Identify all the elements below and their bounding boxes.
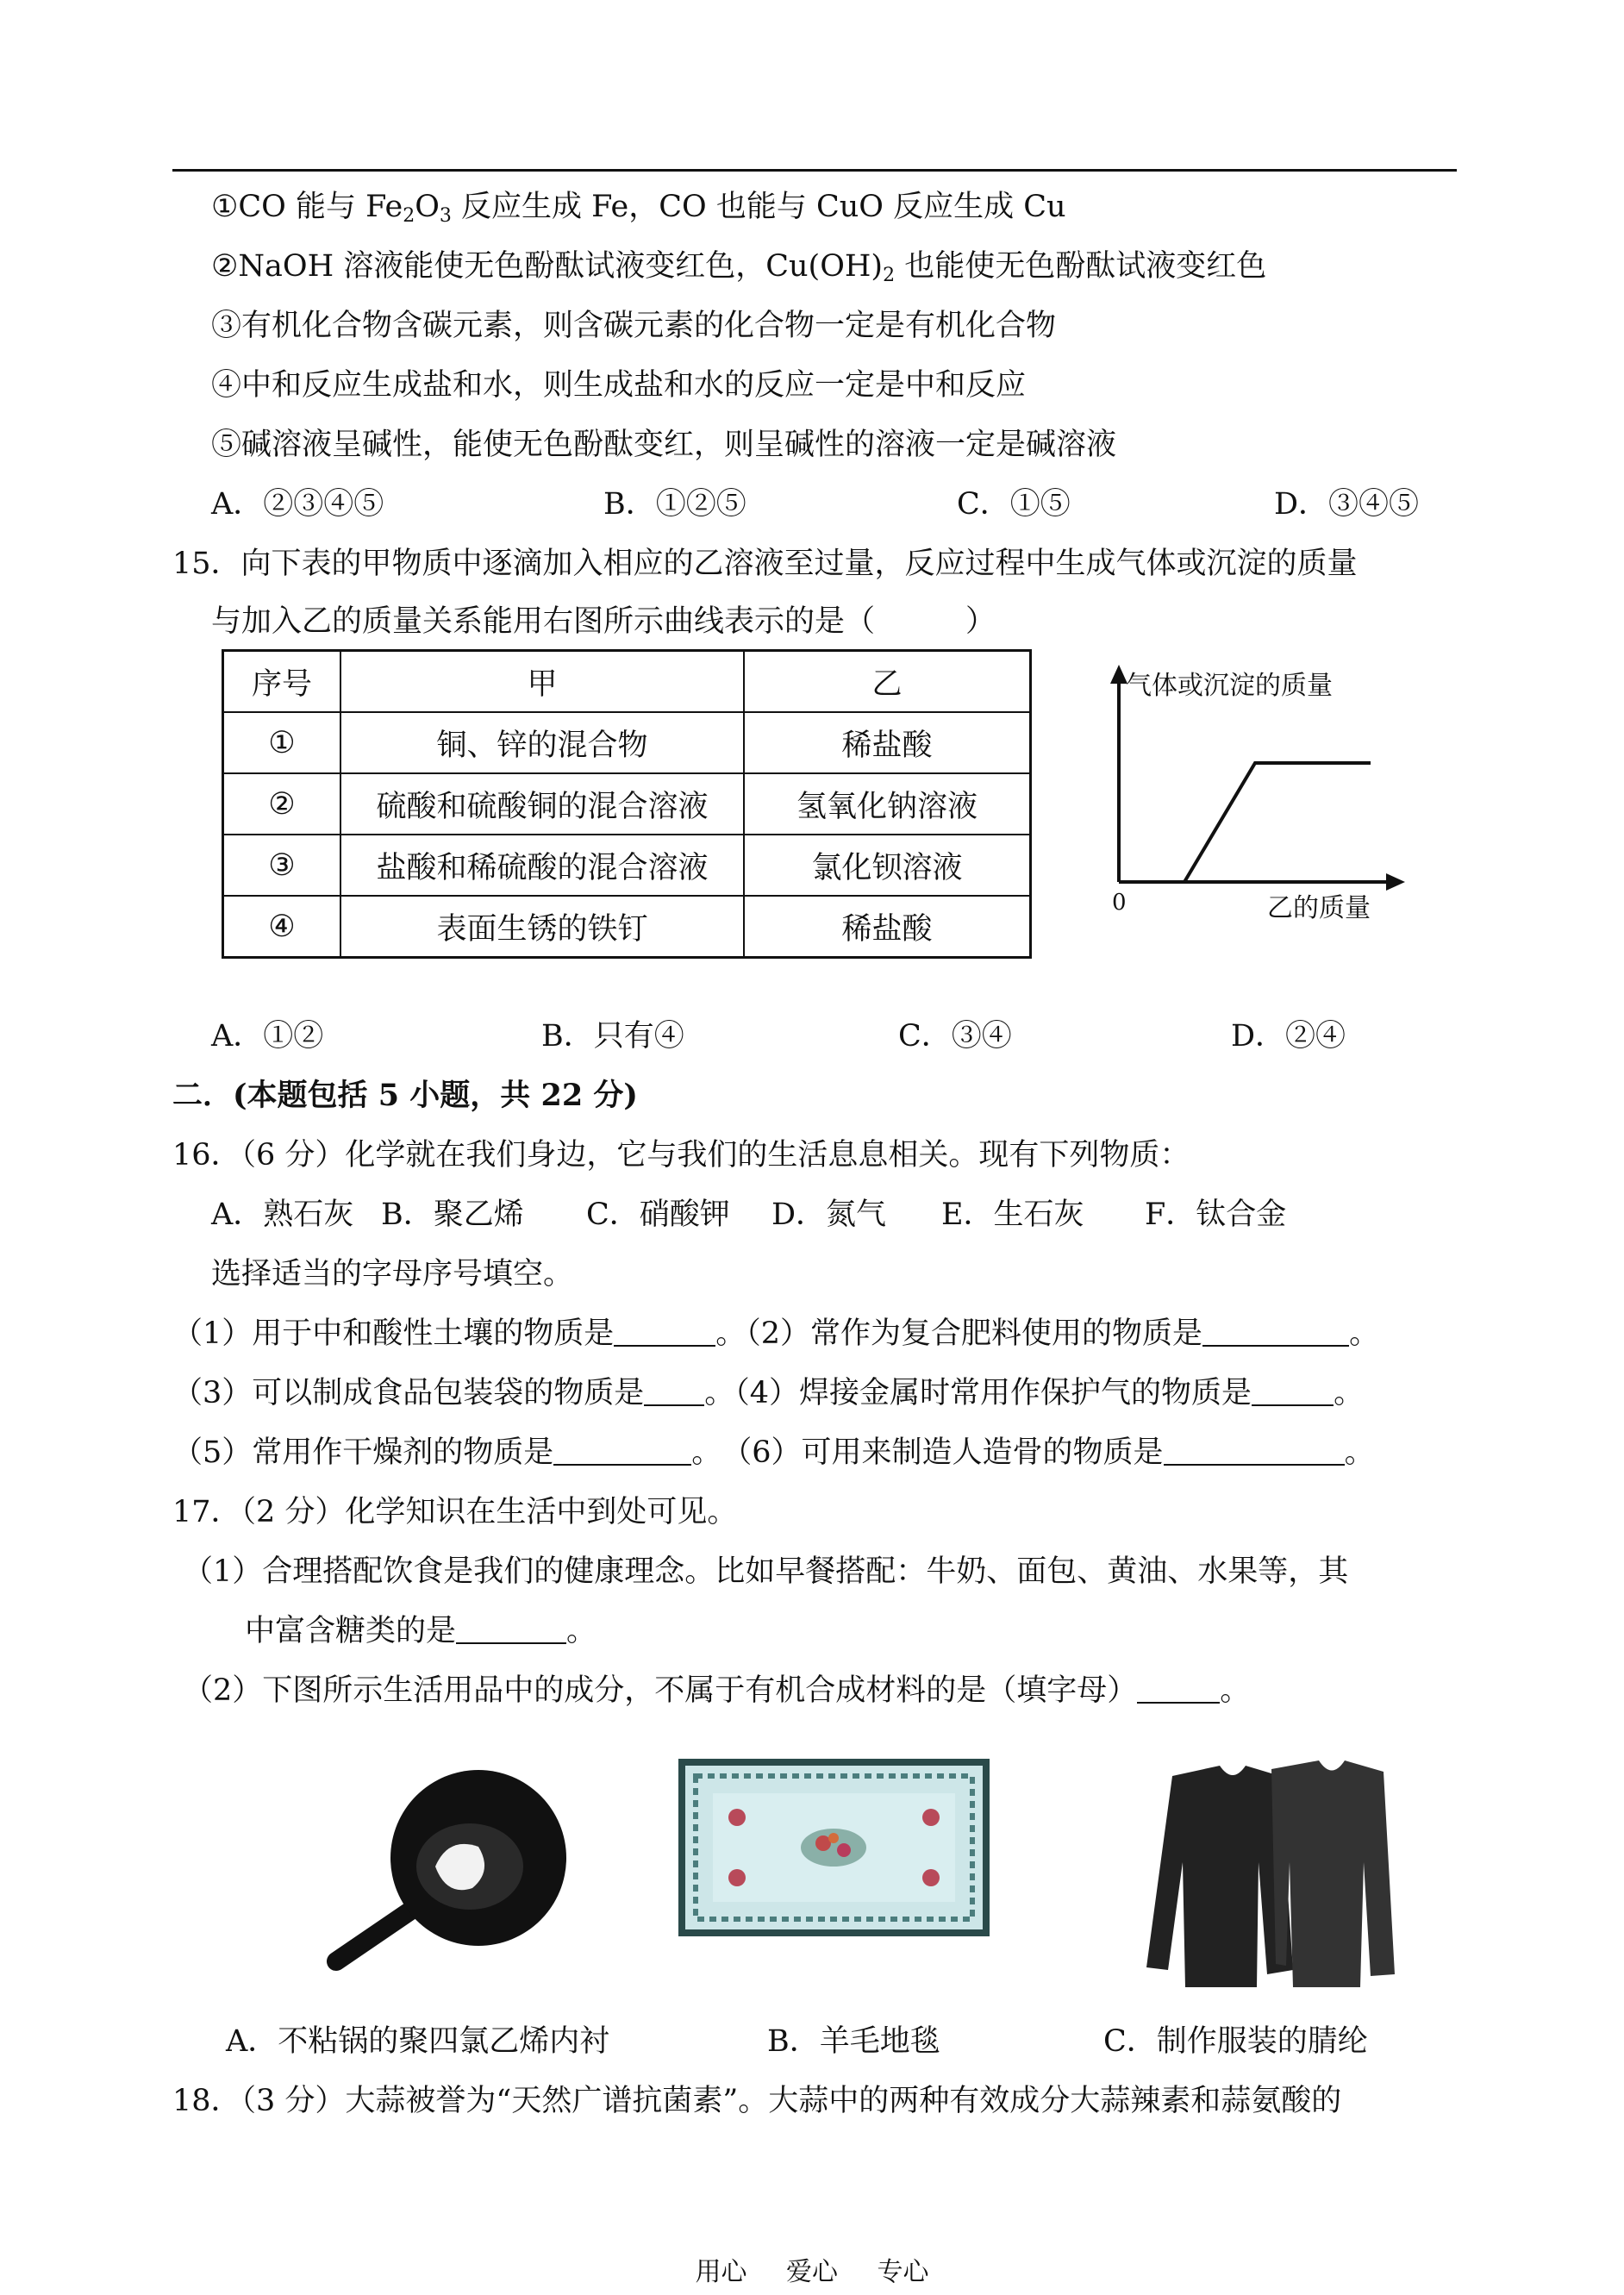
- table-row: [223, 896, 1031, 958]
- q17-part1-line2: 中富含糖类的是 。: [245, 1614, 597, 1648]
- q17-part2: （2）下图所示生活用品中的成分，不属于有机合成材料的是（填字母） 。: [183, 1673, 1251, 1708]
- answer-blank[interactable]: [553, 1438, 691, 1466]
- answer-blank[interactable]: [1202, 1319, 1349, 1347]
- q14-option-a: A．②③④⑤: [211, 487, 384, 522]
- footer-text: 用心: [695, 2257, 747, 2287]
- acrylic-clothing-image: [1138, 1759, 1396, 1992]
- q16-line-1: （1）用于中和酸性土壤的物质是 。（2）常作为复合肥料使用的物质是 。: [172, 1316, 1380, 1351]
- q14-option-b: B．①②⑤: [603, 487, 746, 522]
- q17-part1-line1: （1）合理搭配饮食是我们的健康理念。比如早餐搭配：牛奶、面包、黄油、水果等，其: [183, 1554, 1349, 1589]
- table-row: [223, 712, 1031, 773]
- table-row: [223, 773, 1031, 835]
- answer-blank[interactable]: [456, 1617, 566, 1644]
- q16-choice-b: B．聚乙烯: [381, 1198, 524, 1232]
- q16-line-2: （3）可以制成食品包装袋的物质是 。（4）焊接金属时常用作保护气的物质是 。: [172, 1376, 1365, 1410]
- table-cell: 稀盐酸: [744, 896, 1031, 958]
- answer-blank[interactable]: [1137, 1676, 1220, 1704]
- answer-blank[interactable]: [614, 1319, 715, 1347]
- q15-option-c: C．③④: [898, 1019, 1012, 1054]
- frying-pan-image: [302, 1767, 664, 1992]
- q15-graph: [1060, 651, 1422, 927]
- table-cell: 铜、锌的混合物: [340, 712, 744, 773]
- q16-instruction: 选择适当的字母序号填空。: [211, 1257, 574, 1291]
- q14-item-2: ②NaOH 溶液能使无色酚酞试液变红色，$Cu(OH)_2$ 也能使无色酚酞试液变红色: [211, 249, 1267, 286]
- q18-stem: 18．（3 分）大蒜被誉为“天然广谱抗菌素”。大蒜中的两种有效成分大蒜辣素和蒜氨酸的: [172, 2084, 1342, 2118]
- q15-option-a: A．①②: [211, 1019, 324, 1054]
- table-header-cell: 乙: [744, 651, 1031, 713]
- table-cell: 氢氧化钠溶液: [744, 773, 1031, 835]
- table-cell: ③: [223, 835, 341, 896]
- table-header-cell: 序号: [223, 651, 341, 713]
- table-cell: ④: [223, 896, 341, 958]
- q17-caption-c: C．制作服装的腈纶: [1103, 2024, 1368, 2059]
- origin-label: 0: [1112, 890, 1127, 916]
- wool-carpet-image: [677, 1757, 991, 1938]
- q14-option-d: D．③④⑤: [1274, 487, 1420, 522]
- q16-choice-d: D．氮气: [771, 1198, 887, 1232]
- q17-stem: 17．（2 分）化学知识在生活中到处可见。: [172, 1495, 738, 1529]
- q15-option-d: D．②④: [1231, 1019, 1346, 1054]
- q15-stem-line1: 15．向下表的甲物质中逐滴加入相应的乙溶液至过量，反应过程中生成气体或沉淀的质量: [172, 547, 1358, 581]
- q15-stem-line2: 与加入乙的质量关系能用右图所示曲线表示的是（ ）: [211, 604, 996, 639]
- footer-text: 爱心: [786, 2257, 838, 2287]
- table-cell: ②: [223, 773, 341, 835]
- table-cell: 氯化钡溶液: [744, 835, 1031, 896]
- q16-choice-a: A．熟石灰: [211, 1198, 354, 1232]
- q14-item-1: ①CO 能与 $Fe_2O_3$ 反应生成 Fe，CO 也能与 CuO 反应生成 Cu: [211, 190, 1066, 227]
- table-header-row: [223, 651, 1031, 713]
- x-axis-arrow: [1386, 873, 1405, 891]
- answer-blank[interactable]: [1252, 1379, 1334, 1406]
- q15-option-b: B．只有④: [541, 1019, 684, 1054]
- footer-text: 专心: [877, 2257, 929, 2287]
- table-cell: 硫酸和硫酸铜的混合溶液: [340, 773, 744, 835]
- q14-item-3: ③有机化合物含碳元素，则含碳元素的化合物一定是有机化合物: [211, 309, 1057, 343]
- table-cell: ①: [223, 712, 341, 773]
- q14-item-5: ⑤碱溶液呈碱性，能使无色酚酞变红，则呈碱性的溶液一定是碱溶液: [211, 428, 1117, 462]
- page-footer: [0, 2250, 1624, 2288]
- q17-caption-b: B．羊毛地毯: [767, 2024, 940, 2059]
- q16-line-3: （5）常用作干燥剂的物质是 。 （6）可用来制造人造骨的物质是 。: [172, 1435, 1375, 1470]
- table-header-cell: 甲: [340, 651, 744, 713]
- q16-choice-e: E．生石灰: [941, 1198, 1084, 1232]
- answer-blank[interactable]: [644, 1379, 704, 1406]
- q16-choice-c: C．硝酸钾: [586, 1198, 730, 1232]
- q16-choice-f: F．钛合金: [1145, 1198, 1287, 1232]
- table-cell: 盐酸和稀硫酸的混合溶液: [340, 835, 744, 896]
- q16-stem: 16．（6 分）化学就在我们身边，它与我们的生活息息相关。现有下列物质：: [172, 1138, 1190, 1173]
- top-rule: [172, 169, 1457, 172]
- curve: [1184, 763, 1371, 882]
- table-row: [223, 835, 1031, 896]
- q15-table: [222, 649, 1032, 959]
- q14-option-c: C．①⑤: [957, 487, 1071, 522]
- q14-item-4: ④中和反应生成盐和水，则生成盐和水的反应一定是中和反应: [211, 368, 1027, 403]
- x-axis-label: 乙的质量: [1267, 893, 1371, 923]
- table-cell: 表面生锈的铁钉: [340, 896, 744, 958]
- answer-blank[interactable]: [1164, 1438, 1345, 1466]
- y-axis-label: 气体或沉淀的质量: [1126, 671, 1333, 701]
- section-2-heading: 二．(本题包括 5 小题，共 22 分): [172, 1078, 638, 1113]
- y-axis-arrow: [1110, 665, 1127, 684]
- table-cell: 稀盐酸: [744, 712, 1031, 773]
- q17-caption-a: A．不粘锅的聚四氯乙烯内衬: [226, 2024, 610, 2059]
